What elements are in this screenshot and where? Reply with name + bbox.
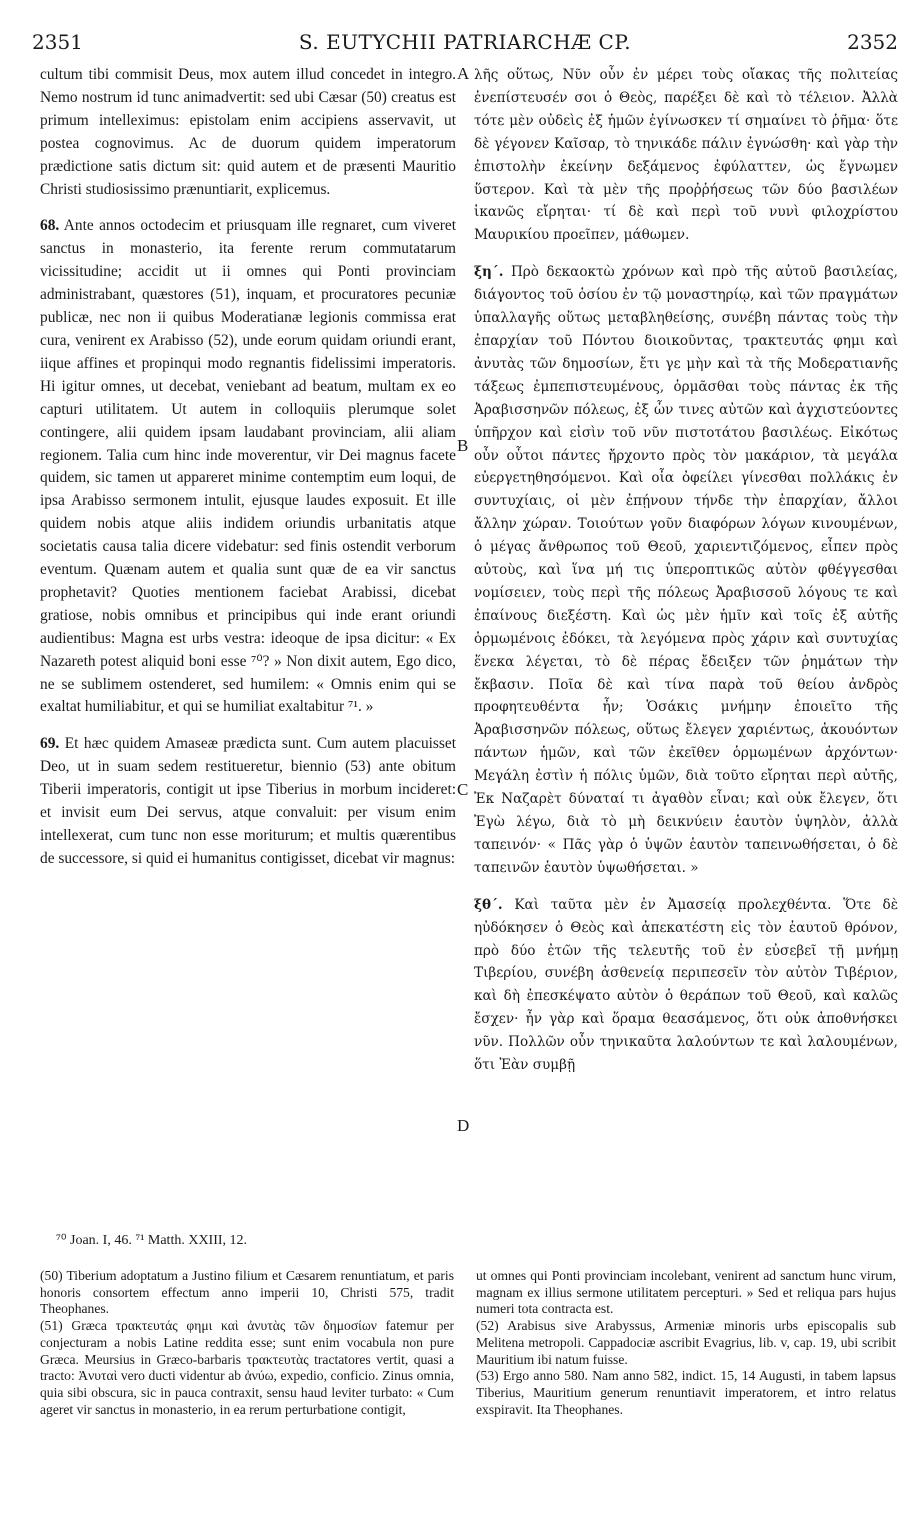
paragraph-number: 68. (40, 217, 60, 235)
footnote-50: (50) Tiberium adoptatum a Justino filium et Cæsarem renuntiatum, et paris honoris consortem effectum anno imperii 10, Christi 575, tradit Theophanes. (40, 1268, 454, 1317)
paragraph-text: Πρὸ δεκαοκτὼ χρόνων καὶ πρὸ τῆς αὐτοῦ βασιλείας, διάγοντος τοῦ ὁσίου ἐν τῷ μοναστηρίῳ, καὶ τῶν πραγμάτων ὑπαλλαγῆς οὕτως μεταβληθείσης, συνέβη πάντας τοὺς τὴν ἐπαρχίαν τοῦ Πόντου διοικοῦντας, τρακτευτάς φημι καὶ ἀνυτὰς τῶν δημοσίων, ἔτι γε μὴν καὶ τὰ τῆς Μοδερατιανῆς τάξεως ἐμπεπιστευμένους, ὁρμᾶσθαι τοὺς πάντας ἐκ τῆς Ἀραβισσηνῶν πόλεως, ἐξ ὧν τινες αὐτῶν καὶ ἀγχιστεύοντες ὑπῆρχον καὶ εἰσὶν τοῦ νῦν πιστοτάτου βασιλέως. Εἰκότως οὖν οὗτοι πάντες ἤρχοντο πρὸς τὸν μακάριον, τὰ μεγάλα εὐεργετηθησόμενοι. Καὶ οἷα ὀφείλει γίνεσθαι πολλάκις ἐν συντυχίαις, οἱ μὲν ἐπῄνουν τήνδε τὴν ἐπαρχίαν, ἄλλοι ἄλλην χώραν. Τοιούτων γοῦν διαφόρων λόγων κινουμένων, ὁ μέγας ἄνθρωπος τοῦ Θεοῦ, χαριεντιζόμενος, εἶπεν πρὸς αὐτοὺς, καὶ ἵνα μή τις ὑπεροπτικῶς αὐτὸν φθέγγεσθαι νομίσειεν, τοὺς περὶ τῆς πόλεως Ἀραβισσοῦ λόγους τε καὶ ἐπαίνους διεξέστη. Καὶ ὡς μὲν ἡμῖν καὶ τοῖς ἐξ αὐτῆς ὁρμωμένοις ἐδόκει, τὰ λεγόμενα πρὸς χάριν καὶ συντυχίας ἕνεκα λέγεται, τὸ δὲ πέρας ἔδειξεν τῶν ῥημάτων τὴν ἔκβασιν. Ποῖα δὲ καὶ τίνα παρὰ τοῦ θείου ἀνδρὸς προφητευθέντα ἦν; Ὁσάκις μνήμην ἐποιεῖτο τῆς Ἀραβισσηνῶν πόλεως, οὕτως ἔλεγεν χαριέντως, ἀκουόντων πάντων ἡμῶν, καὶ τῶν ἐκεῖθεν ὁρμωμένων ἀρχόντων· Μεγάλη ἐστὶν ἡ πόλις ὑμῶν, διὰ τοῦτο εἴρηται περὶ αὐτῆς, Ἐκ Ναζαρὲτ δύναταί τι ἀγαθὸν εἶναι; καὶ οὐκ ἔλεγεν, ὅτι Ἐγὼ λέγω, διὰ τὸ μὴ δεικνύειν ἑαυτὸν ὑψηλὸν, ἀλλὰ ταπεινόν· « Πᾶς γὰρ ὁ ὑψῶν ἑαυτὸν ταπεινωθήσεται, ὁ δὲ ταπεινῶν ἑαυτὸν ὑψωθήσεται. » (474, 264, 898, 876)
page-number-right: 2352 (847, 30, 898, 54)
page-number-left: 2351 (32, 30, 83, 54)
running-title: S. EUTYCHII PATRIARCHÆ CP. (298, 30, 632, 54)
footnote-53: (53) Ergo anno 580. Nam anno 582, indict. 15, 14 Augusti, in tabem lapsus Tiberius, Mauritium generum renuntiavit imperatorem, et intro relatus exspiravit. Ita Theophanes. (476, 1368, 896, 1417)
footnote-51-continued: ut omnes qui Ponti provinciam incolebant, venirent ad sanctum hunc virum, magnam ex illius sermone utilitatem percepturi. » Sed et reliqua pars hujus numeri tota contracta est. (476, 1268, 896, 1317)
paragraph-number: ξη΄. (474, 264, 504, 281)
paragraph-number: ξθ΄. (474, 896, 503, 913)
paragraph-text: Καὶ ταῦτα μὲν ἐν Ἀμασείᾳ προλεχθέντα. Ὅτε δὲ ηὐδόκησεν ὁ Θεὸς καὶ ἀπεκατέστη εἰς τὸν ἑαυτοῦ θρόνον, πρὸ δύο ἐτῶν τῆς τελευτῆς τοῦ ἐν εὐσεβεῖ τῇ μνήμῃ Τιβερίου, συνέβη ἀσθενείᾳ περιπεσεῖν τὸν αὐτὸν Τιβέριον, καὶ δὴ ἐπεσκέψατο αὐτὸν ὁ θεράπων τοῦ Θεοῦ, καὶ καλῶς ἔσχεν· ἦν γὰρ καὶ ὅραμα θεασάμενος, ὅτι οὐκ ἀποθνήσκει νῦν. Πολλῶν οὖν τηνικαῦτα λαλούντων τε καὶ λαλουμένων, ὅτι Ἐὰν συμβῇ (474, 896, 898, 1074)
latin-paragraph-1: cultum tibi commisit Deus, mox autem illud concedet in integro. Nemo nostrum id tunc animadvertit: sed ubi Cæsar (50) creatus est primum intelleximus: epistolam enim accipiens asservavit, ut postea cognovimus. Ac de duorum quidem imperatorum prædictione satis dictum sit: quid autem et de præsenti Mauritio Christi studiosissimo prænuntiarit, explicemus. (40, 66, 456, 198)
margin-letter-d: D (457, 1116, 470, 1135)
paragraph-text: Ante annos octodecim et priusquam ille regnaret, cum viveret sanctus in monasterio, ita ferente rerum commutatarum vicissitudine; accidit ut ii omnes qui Ponti provinciam administrabant, quæstores (51), inquam, et procuratores pecuniæ publicæ, nec non ii quibus Moderatianæ legionis commissa erat cura, venirent ex Arabisso (52), unde eorum quidam oriundi erant, iique affines et propinqui modo regnantis fidelissimi imperatoris. Hi igitur omnes, ut decebat, veniebant ad beatum, multam ex eo capturi utilitatem. Ut autem in colloquiis plerumque solet contingere, alii quidem ipsam laudabant provinciam, alii aliam regionem. Talia cum hinc inde moverentur, vir Dei magnus facete quidem, sic tamen ut appareret minime contemptim eum loqui, de ipsa Arabisso sermonem intulit, ejusque laudes exposuit. Et ille quidem nobis atque aliis indidem oriundis urbanitatis atque societatis causa talia dicere videbatur: sed finis ostendit verborum eventum. Quænam autem et qualia sunt quæ de ea vir sanctus prophetavit? Quoties mentionem faciebat Arabissi, dicebat gratiose, nobis omnibus et principibus qui inde erant oriundi audientibus: Magna est urbs vestra: ideoque de ipsa dicitur: « Ex Nazareth potest aliquid boni esse ⁷⁰? » Non dixit autem, Ego dico, ne se sublimem ostenderet, sed humilem: « Omnis enim qui se exaltat humiliabitur, et qui se humiliat exaltabitur ⁷¹. » (40, 217, 457, 716)
scripture-references: ⁷⁰ Joan. I, 46. ⁷¹ Matth. XXIII, 12. (56, 1233, 248, 1248)
greek-paragraph-1: λῆς οὕτως, Νῦν οὖν ἐν μέρει τοὺς οἴακας τῆς πολιτείας ἐνεπίστευσέν σοι ὁ Θεὸς, παρέξει δὲ καὶ τὸ τέλειον. Ἀλλὰ τότε μὲν οὐδεὶς ἐξ ἡμῶν ἐγίνωσκεν τί σημαίνει τὸ ῥῆμα· ὅτε δὲ γέγονεν Καῖσαρ, τὸ τηνικάδε πάλιν ἐγνώσθη· καὶ γὰρ τὴν ἐπιστολὴν ἐκείνην δεξάμενος ἐφύλαττεν, ὡς ἔγνωμεν ὕστερον. Καὶ τὰ μὲν τῆς προῤῥήσεως τῶν δύο βασιλέων ἱκανῶς εἴρηται· τί δὲ καὶ περὶ τοῦ νυνὶ φιλοχρίστου Μαυρικίου προεῖπεν, μάθωμεν. (474, 67, 898, 244)
greek-paragraph-69 (474, 894, 898, 1077)
footnotes-right (476, 1268, 896, 1418)
paragraph-number: 69. (40, 735, 60, 753)
paragraph-text: Et hæc quidem Amaseæ prædicta sunt. Cum autem placuisset Deo, ut in suam sedem restitueretur, biennio (53) ante obitum Tiberii imperatoris, contigit ut ipse Tiberius in morbum incideret: et invisit eum Dei servus, atque convaluit: per visum enim intellexerat, cum tunc non esse moriturum; et multis quærentibus de successore, si quid ei humanitus contigisset, dicebat vir magnus: (40, 735, 457, 867)
greek-column (474, 64, 898, 1077)
margin-letter-c: C (457, 780, 469, 799)
footnote-52: (52) Arabisus sive Arabyssus, Armeniæ minoris urbs episcopalis sub Melitena metropoli. Cappadociæ ascribit Evagrius, lib. v, cap. 19, ubi scribit Mauritium ibi natum fuisse. (476, 1318, 896, 1367)
latin-paragraph-68 (40, 215, 456, 719)
footnotes-left (40, 1268, 454, 1418)
margin-letter-a: A (457, 64, 470, 83)
margin-letter-b: B (457, 436, 469, 455)
latin-paragraph-69 (40, 733, 456, 870)
greek-paragraph-68 (474, 261, 898, 879)
footnote-51: (51) Græca τρακτευτάς φημι καὶ ἀνυτὰς τῶν δημοσίων fatemur per conjecturam a nobis Latine reddita esse; sunt enim vocabula non pure Græca. Meursius in Græco-barbaris τρακτευτὰς tractatores vertit, quasi a tracto: Ἀνυταὶ vero ducti videntur ab ἀνύω, expedio, conficio. Zinus omnia, quia sibi obscura, sic in pauca contraxit, sensu haud leviter turbato: « Cum ageret vir sanctus in monasterio, in ea rerum perturbatione contigit, (40, 1318, 454, 1417)
latin-column (40, 64, 456, 871)
page-header (32, 30, 898, 56)
